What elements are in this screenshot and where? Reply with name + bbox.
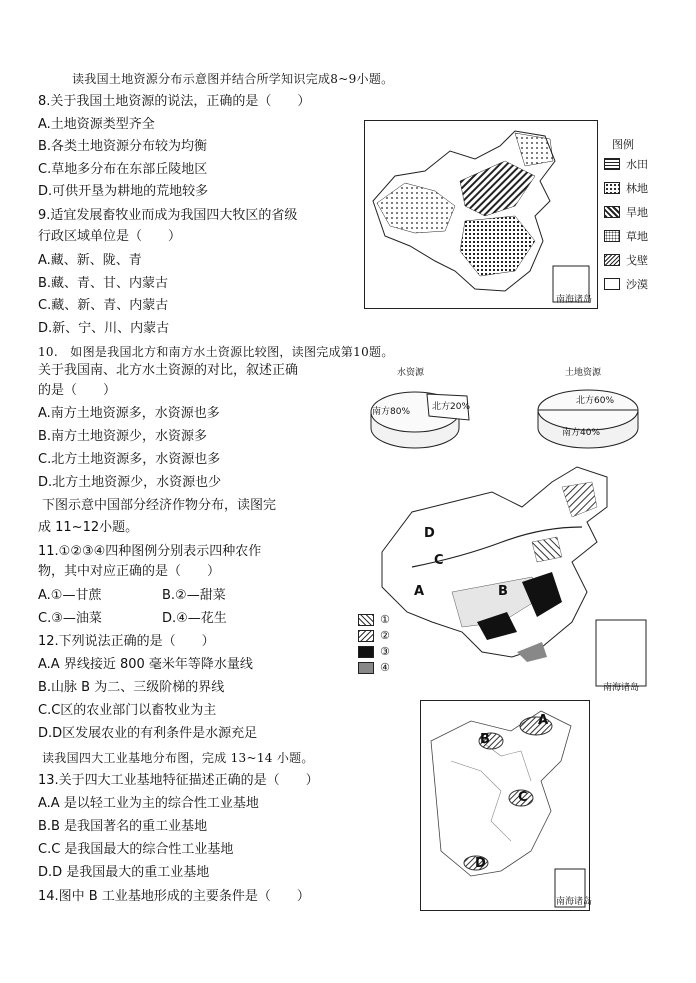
q13-option-a: A.A 是以轻工业为主的综合性工业基地 [38, 796, 259, 811]
land-pie-title: 土地资源 [565, 368, 602, 378]
q8-stem: 8.关于我国土地资源的说法，正确的是（ ） [38, 94, 311, 109]
legend-gobi [604, 252, 648, 268]
q10-option-d: D.北方土地资源少，水资源也少 [38, 475, 222, 490]
water-pie-title: 水资源 [397, 368, 425, 378]
q12-option-c: C.C区的农业部门以畜牧业为主 [38, 703, 217, 718]
map2-label-c: C [434, 553, 444, 568]
legend-grassland [604, 228, 648, 244]
forest-swatch [604, 182, 620, 194]
q11-option-c: C.③—油菜 [38, 611, 102, 626]
crop4-swatch [358, 662, 374, 674]
q10-option-a: A.南方土地资源多，水资源也多 [38, 406, 220, 421]
economic-crops-map [352, 462, 652, 692]
land-south-label: 南方40% [562, 428, 601, 438]
intro-13-14: 读我国四大工业基地分布图，完成 13~14 小题。 [42, 751, 314, 765]
intro-11-12-line1: 下图示意中国部分经济作物分布，读图完 [42, 498, 277, 513]
grassland-swatch [604, 230, 620, 242]
q12-option-b: B.山脉 B 为二、三级阶梯的界线 [38, 680, 225, 695]
q11-option-b: B.②—甜菜 [162, 588, 226, 603]
legend-desert-label: 沙漠 [626, 278, 648, 291]
q11-stem-line2: 物，其中对应正确的是（ ） [38, 564, 221, 579]
legend-paddy [604, 156, 648, 172]
legend-desert [604, 276, 648, 292]
q12-option-d: D.D区发展农业的有利条件是水源充足 [38, 726, 258, 741]
crop-legend-1 [358, 613, 390, 626]
crop-legend-3 [358, 645, 390, 658]
legend-dryland [604, 204, 648, 220]
land-resource-pie [528, 376, 648, 456]
map3-label-d: D [475, 856, 486, 871]
map3-label-c: C [518, 790, 528, 805]
q11-option-d: D.④—花生 [162, 611, 227, 626]
industrial-map-lines [421, 701, 589, 910]
paddy-swatch [604, 158, 620, 170]
water-south-label: 南方80% [372, 407, 411, 417]
q9-option-d: D.新、宁、川、内蒙古 [38, 321, 170, 336]
q8-option-b: B.各类土地资源分布较为均衡 [38, 139, 208, 154]
legend-forest [604, 180, 648, 196]
water-north-label: 北方20% [432, 402, 471, 412]
q13-option-d: D.D 是我国最大的重工业基地 [38, 865, 210, 880]
map3-inset-label: 南海诸岛 [556, 897, 593, 907]
q13-stem: 13.关于四大工业基地特征描述正确的是（ ） [38, 773, 319, 788]
legend-paddy-label: 水田 [626, 158, 648, 171]
q10-option-c: C.北方土地资源多，水资源也多 [38, 452, 221, 467]
china-outline-land [365, 121, 597, 308]
map2-label-d: D [424, 526, 435, 541]
legend-gobi-label: 戈壁 [626, 254, 648, 267]
industrial-bases-map [420, 700, 593, 911]
map3-label-a: A [538, 713, 549, 728]
q9-option-c: C.藏、新、青、内蒙古 [38, 298, 169, 313]
intro-11-12-line2: 成 11~12小题。 [38, 520, 139, 535]
crop-legend-2 [358, 629, 390, 642]
q10-option-b: B.南方土地资源少，水资源多 [38, 429, 208, 444]
land-north-label: 北方60% [576, 396, 615, 406]
legend-title: 图例 [612, 138, 634, 151]
q12-option-a: A.A 界线接近 800 毫米年等降水量线 [38, 657, 253, 672]
q14-stem: 14.图中 B 工业基地形成的主要条件是（ ） [38, 889, 310, 904]
q9-option-b: B.藏、青、甘、内蒙古 [38, 276, 169, 291]
crop-legend-2-label: ② [380, 629, 390, 642]
q13-option-c: C.C 是我国最大的综合性工业基地 [38, 842, 234, 857]
crop-legend-4-label: ④ [380, 661, 390, 674]
gobi-swatch [604, 254, 620, 266]
q9-option-a: A.藏、新、陇、青 [38, 253, 142, 268]
q8-option-c: C.草地多分布在东部丘陵地区 [38, 162, 208, 177]
crop-legend-3-label: ③ [380, 645, 390, 658]
intro-8-9: 读我国土地资源分布示意图并结合所学知识完成8~9小题。 [72, 72, 394, 86]
legend-forest-label: 林地 [626, 182, 648, 195]
desert-swatch [604, 278, 620, 290]
crop-legend-4 [358, 661, 390, 674]
q11-stem-line1: 11.①②③④四种图例分别表示四种农作 [38, 544, 262, 559]
q13-option-b: B.B 是我国著名的重工业基地 [38, 819, 208, 834]
q9-stem-line2: 行政区域单位是（ ） [38, 229, 182, 244]
crop2-swatch [358, 630, 374, 642]
crop1-swatch [358, 614, 374, 626]
q9-stem-line1: 9.适宜发展畜牧业而成为我国四大牧区的省级 [38, 208, 298, 223]
q10-stem-line1: 关于我国南、北方水土资源的对比，叙述正确 [38, 363, 299, 378]
q12-stem: 12.下列说法正确的是（ ） [38, 634, 215, 649]
crop-legend-1-label: ① [380, 613, 390, 626]
q10-stem-line2: 的是（ ） [38, 383, 117, 398]
legend-grassland-label: 草地 [626, 230, 648, 243]
map3-label-b: B [480, 732, 490, 747]
dryland-swatch [604, 206, 620, 218]
map2-label-a: A [414, 584, 425, 599]
q8-option-d: D.可供开垦为耕地的荒地较多 [38, 184, 209, 199]
q8-option-a: A.土地资源类型齐全 [38, 117, 155, 132]
map2-label-b: B [498, 584, 508, 599]
legend-dryland-label: 旱地 [626, 206, 648, 219]
q11-option-a: A.①—甘蔗 [38, 588, 102, 603]
land-resources-map [364, 120, 598, 309]
intro-10: 10. 如图是我国北方和南方水土资源比较图，读图完成第10题。 [38, 345, 394, 359]
map1-inset-label: 南海诸岛 [556, 295, 593, 305]
crop3-swatch [358, 646, 374, 658]
map2-inset-label: 南海诸岛 [603, 683, 640, 693]
